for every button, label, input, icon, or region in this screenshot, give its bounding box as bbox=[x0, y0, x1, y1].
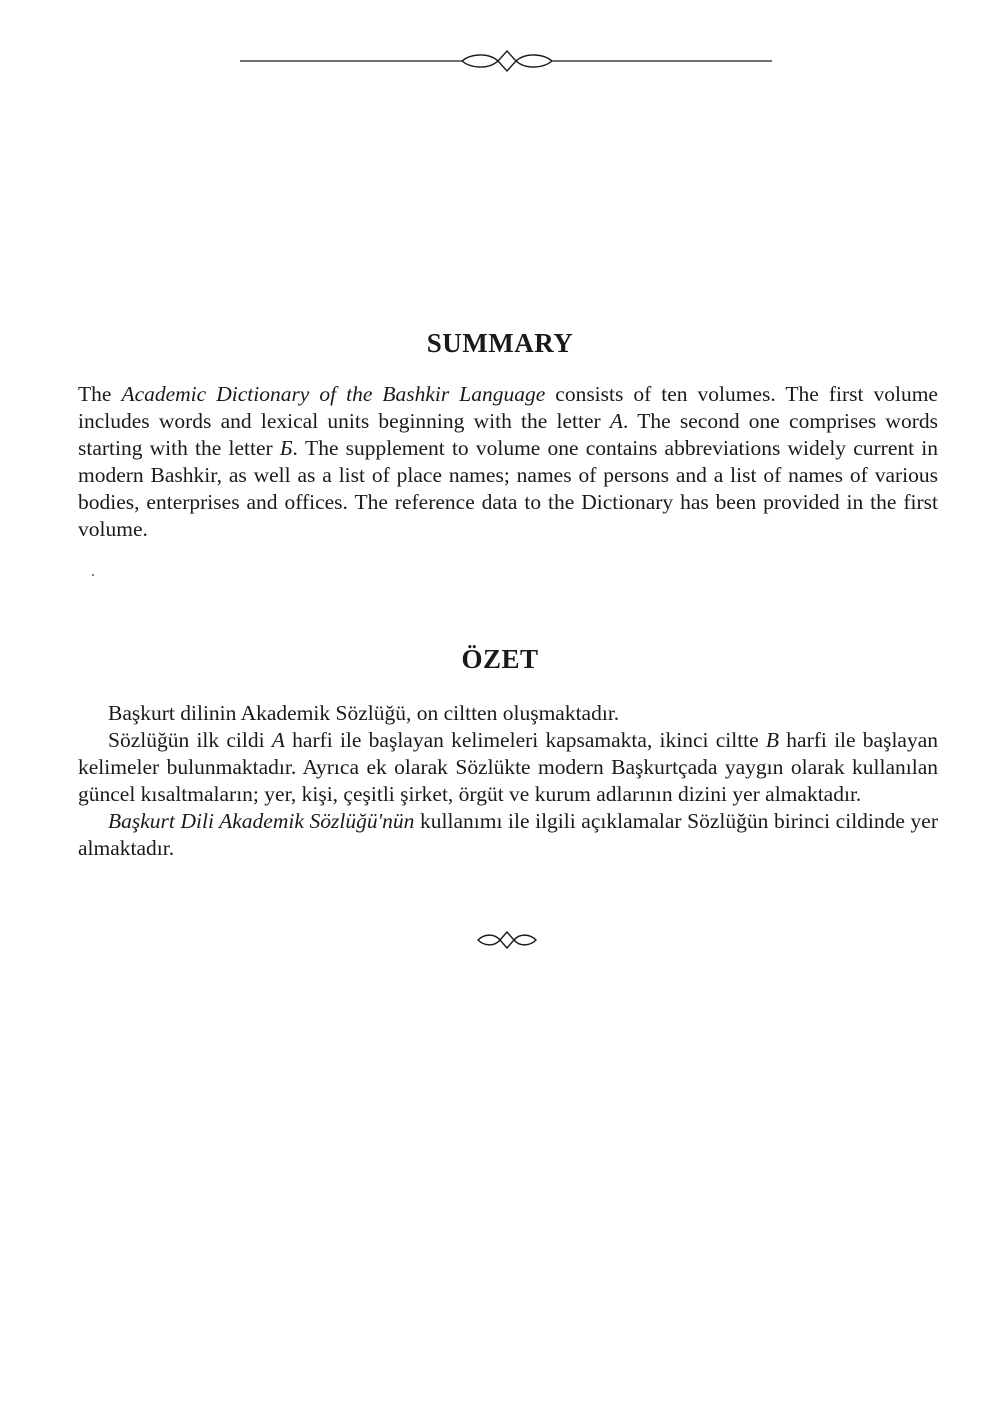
letter-b: B bbox=[765, 728, 780, 752]
summary-text: . The second one comprises words starting with the letter bbox=[78, 409, 938, 460]
letter-be: Б bbox=[279, 436, 293, 460]
summary-text: consists of ten volumes. The first volume includes words and lexical units beginning with the letter bbox=[78, 382, 938, 433]
bottom-ornament bbox=[476, 929, 538, 951]
dictionary-title-italic-tr: Başkurt Dili Akademik Sözlüğü'nün bbox=[108, 809, 415, 833]
ozet-line-1: Başkurt dilinin Akademik Sözlüğü, on ciltten oluşmaktadır. bbox=[108, 701, 620, 725]
dictionary-title-italic: Academic Dictionary of the Bashkir Language bbox=[121, 382, 546, 406]
ozet-paragraphs bbox=[78, 700, 938, 862]
ozet-paragraph-2 bbox=[78, 727, 938, 808]
ozet-paragraph-3 bbox=[78, 808, 938, 862]
summary-text: The bbox=[78, 382, 122, 406]
ozet-text: Sözlüğün ilk cildi bbox=[108, 728, 272, 752]
ozet-text: kullanımı ile ilgili açıklamalar Sözlüğün birinci cildinde yer almaktadır. bbox=[78, 809, 938, 860]
print-speck bbox=[92, 574, 94, 576]
summary-text: . The supplement to volume one contains abbreviations widely current in modern Bashkir, as well as a list of place names; names of persons and a list of names of various bodies, enterprises and offices. The reference data to the Dictionary has been provided in the first volume. bbox=[78, 436, 938, 541]
ozet-text: harfi ile başlayan kelimeler bulunmaktadır. Ayrıca ek olarak Sözlükte modern Başkurtçada yaygın olarak kullanılan güncel kısaltmaların; yer, kişi, çeşitli şirket, örgüt ve kurum adlarının dizini yer almaktadır. bbox=[78, 728, 939, 806]
ozet-heading: ÖZET bbox=[461, 644, 539, 674]
letter-a: A bbox=[271, 728, 285, 752]
top-ornament-divider bbox=[240, 48, 772, 74]
summary-paragraph bbox=[78, 381, 938, 543]
letter-a: A bbox=[609, 409, 624, 433]
ozet-text: harfi ile başlayan kelimeleri kapsamakta, ikinci ciltte bbox=[284, 728, 766, 752]
summary-heading: SUMMARY bbox=[426, 328, 574, 358]
